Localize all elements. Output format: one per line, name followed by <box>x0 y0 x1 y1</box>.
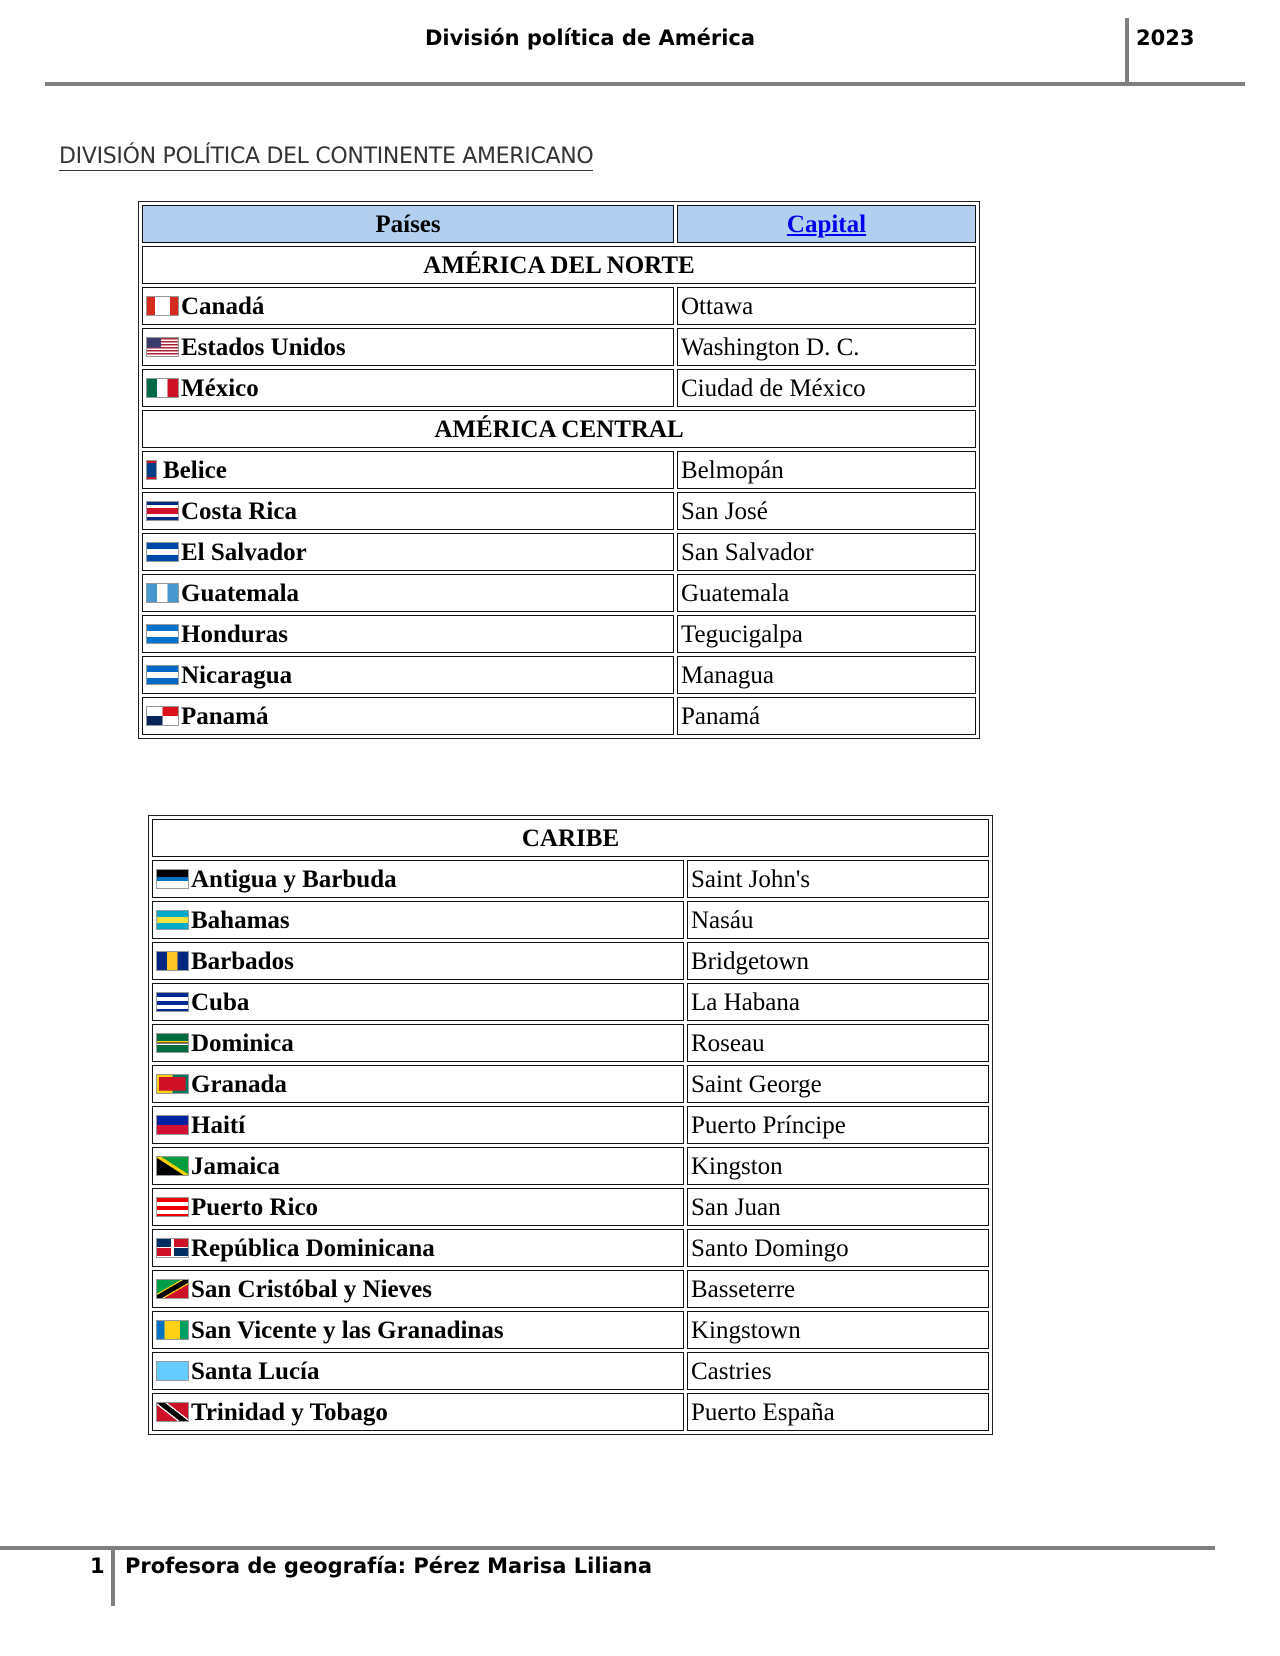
capital-cell: Saint George <box>687 1065 989 1103</box>
table-row <box>142 656 976 694</box>
country-name: Cuba <box>191 988 250 1016</box>
capital-cell: Santo Domingo <box>687 1229 989 1267</box>
table-row <box>152 1106 989 1144</box>
country-name: Belice <box>163 456 227 484</box>
country-name: Jamaica <box>191 1152 280 1180</box>
capital-cell: Bridgetown <box>687 942 989 980</box>
capital-cell: La Habana <box>687 983 989 1021</box>
country-name: Guatemala <box>181 579 300 607</box>
capital-cell: Basseterre <box>687 1270 989 1308</box>
usa-flag-icon <box>146 337 179 357</box>
capital-cell: San Salvador <box>677 533 976 571</box>
capital-cell: Ciudad de México <box>677 369 976 407</box>
country-cell <box>142 451 674 489</box>
capital-cell: Puerto Príncipe <box>687 1106 989 1144</box>
country-name: Panamá <box>181 702 269 730</box>
table-row <box>142 615 976 653</box>
capital-cell: Kingstown <box>687 1311 989 1349</box>
header-title: División política de América <box>424 26 756 50</box>
capital-cell: Castries <box>687 1352 989 1390</box>
haiti-flag-icon <box>156 1115 189 1135</box>
table-row <box>142 369 976 407</box>
cuba-flag-icon <box>156 992 189 1012</box>
capital-cell: Puerto España <box>687 1393 989 1431</box>
country-name: Dominica <box>191 1029 294 1057</box>
col-header-capital <box>677 205 976 243</box>
region-caribe: CARIBE <box>152 819 989 857</box>
country-cell <box>152 860 684 898</box>
mexico-flag-icon <box>146 378 179 398</box>
bahamas-flag-icon <box>156 910 189 930</box>
country-name: El Salvador <box>181 538 307 566</box>
country-name: Trinidad y Tobago <box>191 1398 388 1426</box>
belize-flag-icon <box>146 460 157 480</box>
country-cell <box>152 983 684 1021</box>
country-name: Puerto Rico <box>191 1193 319 1221</box>
country-name: Estados Unidos <box>181 333 346 361</box>
region-row <box>152 819 989 857</box>
country-cell <box>142 615 674 653</box>
grenada-flag-icon <box>156 1074 189 1094</box>
country-cell <box>152 1393 684 1431</box>
country-cell <box>152 1311 684 1349</box>
costa-rica-flag-icon <box>146 501 179 521</box>
table-row <box>152 860 989 898</box>
country-cell <box>142 328 674 366</box>
country-cell <box>152 1024 684 1062</box>
capital-cell: Panamá <box>677 697 976 735</box>
country-name: Haití <box>191 1111 246 1139</box>
country-name: México <box>181 374 259 402</box>
antigua-barbuda-flag-icon <box>156 869 189 889</box>
capital-cell: Kingston <box>687 1147 989 1185</box>
region-north-america: AMÉRICA DEL NORTE <box>142 246 976 284</box>
country-cell <box>152 901 684 939</box>
country-cell <box>142 574 674 612</box>
table-row <box>142 287 976 325</box>
capital-cell: Roseau <box>687 1024 989 1062</box>
barbados-flag-icon <box>156 951 189 971</box>
capital-cell: San José <box>677 492 976 530</box>
region-row <box>142 410 976 448</box>
panama-flag-icon <box>146 706 179 726</box>
table-row <box>152 1065 989 1103</box>
country-name: Bahamas <box>191 906 290 934</box>
capital-cell: Washington D. C. <box>677 328 976 366</box>
jamaica-flag-icon <box>156 1156 189 1176</box>
table-row <box>142 328 976 366</box>
header-rule <box>45 82 1245 86</box>
country-cell <box>142 656 674 694</box>
country-cell <box>152 1147 684 1185</box>
table-row <box>152 983 989 1021</box>
page-number: 1 <box>90 1554 105 1578</box>
capital-cell: Guatemala <box>677 574 976 612</box>
header-divider <box>1125 18 1129 84</box>
country-name: Santa Lucía <box>191 1357 320 1385</box>
table-row <box>152 942 989 980</box>
country-cell <box>152 1065 684 1103</box>
capital-cell: Managua <box>677 656 976 694</box>
country-name: Costa Rica <box>181 497 297 525</box>
capital-cell: Ottawa <box>677 287 976 325</box>
table-row <box>152 1311 989 1349</box>
table-row <box>152 1393 989 1431</box>
country-cell <box>152 1352 684 1390</box>
americas-table <box>138 201 980 739</box>
capital-cell: Saint John's <box>687 860 989 898</box>
country-cell <box>152 1188 684 1226</box>
footer-rule <box>0 1546 1215 1550</box>
footer-author: Profesora de geografía: Pérez Marisa Liliana <box>125 1554 653 1578</box>
el-salvador-flag-icon <box>146 542 179 562</box>
section-title: DIVISIÓN POLÍTICA DEL CONTINENTE AMERICANO <box>59 144 594 169</box>
footer-divider <box>111 1546 115 1606</box>
country-cell <box>142 287 674 325</box>
table-row <box>152 1147 989 1185</box>
dominican-republic-flag-icon <box>156 1238 189 1258</box>
country-cell <box>142 533 674 571</box>
country-name: Honduras <box>181 620 288 648</box>
country-name: Antigua y Barbuda <box>191 865 397 893</box>
region-row <box>142 246 976 284</box>
country-name: San Vicente y las Granadinas <box>191 1316 504 1344</box>
country-name: San Cristóbal y Nieves <box>191 1275 432 1303</box>
country-name: Granada <box>191 1070 287 1098</box>
caribe-table <box>148 815 993 1435</box>
dominica-flag-icon <box>156 1033 189 1053</box>
country-cell <box>142 369 674 407</box>
capital-cell: San Juan <box>687 1188 989 1226</box>
table-row <box>152 1188 989 1226</box>
guatemala-flag-icon <box>146 583 179 603</box>
country-name: Barbados <box>191 947 294 975</box>
col-header-paises: Países <box>142 205 674 243</box>
honduras-flag-icon <box>146 624 179 644</box>
country-cell <box>142 492 674 530</box>
canada-flag-icon <box>146 296 179 316</box>
header-year: 2023 <box>1136 26 1195 50</box>
table-row <box>152 1229 989 1267</box>
country-cell <box>152 1270 684 1308</box>
table-row <box>152 901 989 939</box>
table-header-row <box>142 205 976 243</box>
saint-kitts-nevis-flag-icon <box>156 1279 189 1299</box>
table-row <box>142 451 976 489</box>
table-row <box>142 492 976 530</box>
country-cell <box>152 1106 684 1144</box>
country-cell <box>152 942 684 980</box>
table-row <box>142 533 976 571</box>
table-row <box>152 1024 989 1062</box>
table-row <box>142 574 976 612</box>
country-cell <box>142 697 674 735</box>
country-name: Nicaragua <box>181 661 293 689</box>
region-central-america: AMÉRICA CENTRAL <box>142 410 976 448</box>
capital-cell: Nasáu <box>687 901 989 939</box>
capital-cell: Belmopán <box>677 451 976 489</box>
table-row <box>142 697 976 735</box>
nicaragua-flag-icon <box>146 665 179 685</box>
country-name: Canadá <box>181 292 265 320</box>
saint-vincent-flag-icon <box>156 1320 189 1340</box>
puerto-rico-flag-icon <box>156 1197 189 1217</box>
country-name: República Dominicana <box>191 1234 435 1262</box>
trinidad-tobago-flag-icon <box>156 1402 189 1422</box>
saint-lucia-flag-icon <box>156 1361 189 1381</box>
capital-cell: Tegucigalpa <box>677 615 976 653</box>
table-row <box>152 1270 989 1308</box>
country-cell <box>152 1229 684 1267</box>
capital-link[interactable]: Capital <box>786 210 867 238</box>
table-row <box>152 1352 989 1390</box>
